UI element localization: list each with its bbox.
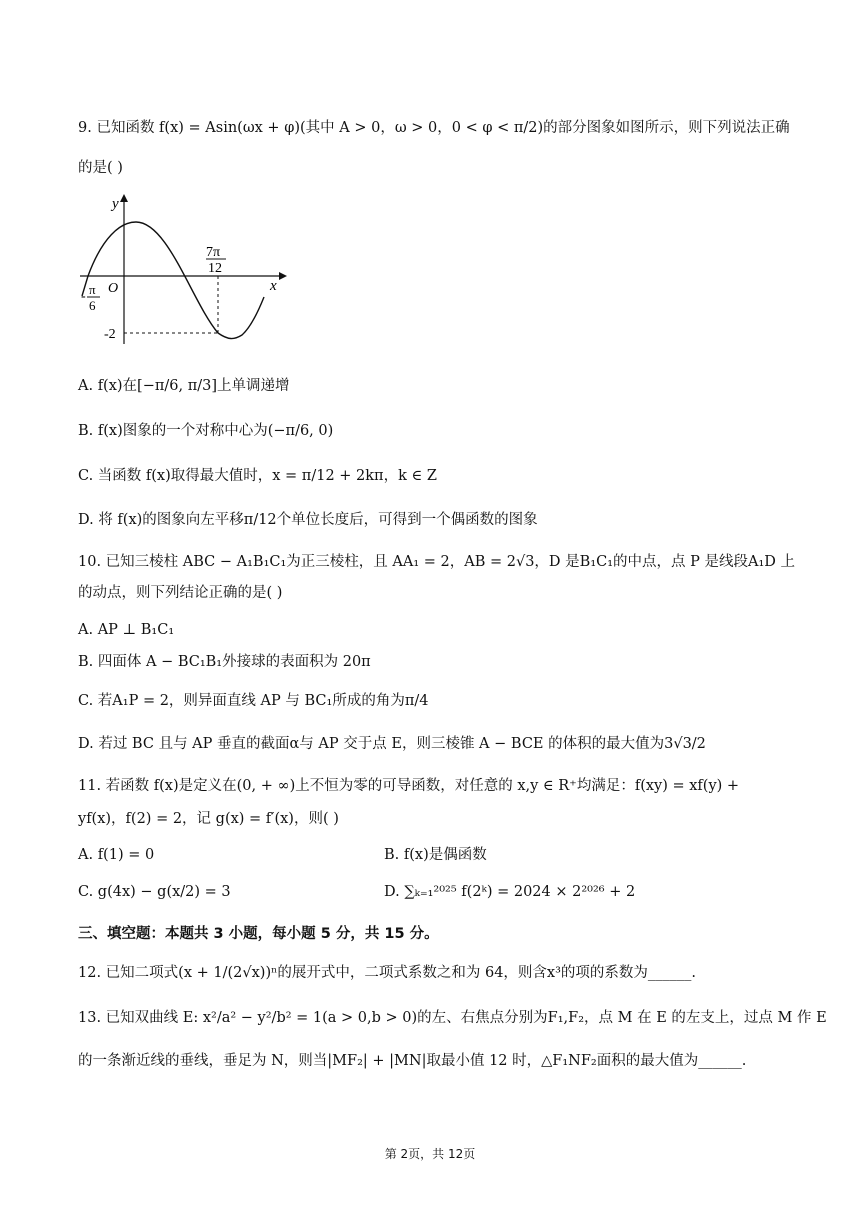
tick-neg-den: 6 <box>89 298 96 313</box>
q12-stem: 12. 已知二项式(x + 1/(2√x))ⁿ的展开式中，二项式系数之和为 64，则含x³的项的系数为______. <box>78 965 697 981</box>
q13-stem-line1: 13. 已知双曲线 E: x²/a² − y²/b² = 1(a > 0,b > 0)的左、右焦点分别为F₁,F₂，点 M 在 E 的左支上，过点 M 作 E <box>78 1010 827 1026</box>
q9-option-a: A. f(x)在[−π/6, π/3]上单调递增 <box>78 378 290 394</box>
q11-stem-line1: 11. 若函数 f(x)是定义在(0, + ∞)上不恒为零的可导函数，对任意的 x,y ∈ R⁺均满足：f(xy) = xf(y) + <box>78 778 740 794</box>
tick-neg-num: π <box>89 282 96 297</box>
q10-stem-line1: 10. 已知三棱柱 ABC − A₁B₁C₁为正三棱柱，且 AA₁ = 2，AB = 2√3，D 是B₁C₁的中点，点 P 是线段A₁D 上 <box>78 554 796 570</box>
q9-graph <box>76 192 291 350</box>
q9-option-d: D. 将 f(x)的图象向左平移π/12个单位长度后，可得到一个偶函数的图象 <box>78 512 538 528</box>
page-footer: 第 2页，共 12页 <box>384 1147 476 1161</box>
q10-stem-line2: 的动点，则下列结论正确的是( ) <box>78 585 283 601</box>
origin-label: O <box>108 281 119 296</box>
q10-option-c: C. 若A₁P = 2，则异面直线 AP 与 BC₁所成的角为π/4 <box>78 693 429 709</box>
q9-option-c: C. 当函数 f(x)取得最大值时，x = π/12 + 2kπ，k ∈ Z <box>78 468 437 484</box>
q9-stem-line2: 的是( ) <box>78 160 123 176</box>
q10-option-d: D. 若过 BC 且与 AP 垂直的截面α与 AP 交于点 E，则三棱锥 A − BCE 的体积的最大值为3√3/2 <box>78 736 706 752</box>
q10-option-a: A. AP ⊥ B₁C₁ <box>78 622 175 638</box>
y-axis-label: y <box>112 196 119 212</box>
q11-stem-line2: yf(x)，f(2) = 2，记 g(x) = f′(x)，则( ) <box>78 811 339 827</box>
tick-y-minus2: -2 <box>104 327 116 342</box>
q13-stem-line2: 的一条渐近线的垂线，垂足为 N，则当|MF₂| + |MN|取最小值 12 时，△F₁NF₂面积的最大值为______. <box>78 1053 747 1069</box>
q11-option-c: C. g(4x) − g(x/2) = 3 <box>78 884 231 900</box>
section-3-heading: 三、填空题：本题共 3 小题，每小题 5 分，共 15 分。 <box>78 926 439 942</box>
tick-neg-sign: - <box>81 289 86 304</box>
y-axis-arrow <box>120 194 128 202</box>
q9-option-b: B. f(x)图象的一个对称中心为(−π/6, 0) <box>78 423 334 439</box>
x-axis-label: x <box>270 278 277 294</box>
q10-option-b: B. 四面体 A − BC₁B₁外接球的表面积为 20π <box>78 654 371 670</box>
tick-7pi-num: 7π <box>206 245 221 260</box>
q11-option-b: B. f(x)是偶函数 <box>384 847 487 863</box>
x-axis-arrow <box>279 272 287 280</box>
q11-option-a: A. f(1) = 0 <box>78 847 155 863</box>
q9-stem-line1: 9. 已知函数 f(x) = Asin(ωx + φ)(其中 A > 0，ω > 0，0 < φ < π/2)的部分图象如图所示，则下列说法正确 <box>78 120 790 136</box>
tick-7pi-den: 12 <box>208 261 222 276</box>
q11-option-d: D. ∑ₖ₌₁²⁰²⁵ f(2ᵏ) = 2024 × 2²⁰²⁶ + 2 <box>384 884 636 900</box>
